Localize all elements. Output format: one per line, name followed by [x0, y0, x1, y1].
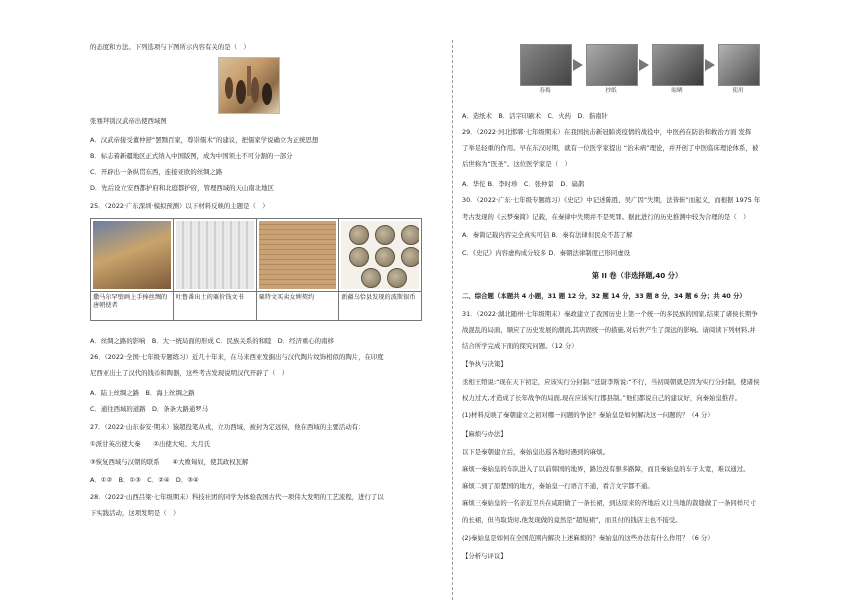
arrow-right-icon: [573, 59, 583, 71]
q27-stem: 27．（2022·山东泰安·期末）猿超投笔从戎，立功西域，被封为定远侯，他在西域的主要活动有：: [90, 423, 365, 431]
process-label-1: 春捣: [539, 88, 551, 94]
coin-icon: [361, 268, 381, 288]
arrow-right-icon: [705, 59, 715, 71]
trouble-line-4: 的长裙，但当取货时,他发现做的竟然是“超短裙”，而且付的钱店主也不接受。: [462, 516, 682, 524]
q29-stem-line-1: 29．（2022·河北邯郸·七年级期末）在我国抗击新冠肺炎疫情的战役中，中医药在防治和救治方面 发挥: [462, 128, 752, 136]
process-step-1-image: [520, 44, 572, 86]
process-step-4-image: [718, 44, 760, 86]
q24-option-b: B．标志着新疆地区正式纳入中国版图，成为中国领土不可分割的一部分: [90, 152, 293, 160]
coin-icon: [401, 225, 419, 245]
q31-stem-line-2: 战混乱的局面，顺应了历史发展的潮流,其巩固统一的措施,对后世产生了深远的影响。请阅读下列材料,并: [462, 326, 756, 334]
process-label-2: 抄纸: [605, 88, 617, 94]
q25-stem: 25．（2022·广东深圳·模拟预测）以下材料反映的主题是（ ）: [90, 202, 269, 210]
q28-stem-line-2: 下实践活动，这项发明是（ ）: [90, 509, 180, 517]
section-title: 第 II 卷（非选择题,40 分）: [591, 271, 683, 280]
figure-caption: 张骞拜别汉武帝出使西域图: [90, 117, 167, 125]
trouble-line-3: 麻烦三秦始皇的一名亲近卫兵在咸阳做了一条长裙，到达原来的齐地后又让当地的裁缝做了一条同样尺寸: [462, 499, 756, 507]
q31-stem-line-3: 结合所学完成下面的探究问题。（12 分）: [462, 342, 578, 350]
q25-cell-4: [339, 219, 422, 292]
papermaking-process-figure: [462, 44, 744, 104]
mural-image: [93, 221, 171, 289]
heading-analysis: 【分析与评议】: [462, 552, 507, 560]
q26-stem-line-2: 尼西亚出土了汉代的钱币和陶器，这些考古发现说明汉代开辟了（ ）: [90, 369, 289, 377]
q30-stem-line-2: 考古发现的《云梦秦简》记载，在秦律中失期并不是死罪。据此进行的历史推测中较为合理的是（ ）: [462, 213, 750, 221]
coin-icon: [387, 268, 407, 288]
trouble-line-1: 麻烦一秦始皇的车队进入了以前韩国的地界，路边没有驱多路障，而且秦始皇的车子太宽，难以通过。: [462, 465, 750, 473]
debate-line-2: 权力过大,才造成了长年战争的局面,现在应该实行郡县制。”他们都说自己的建议好，向秦始皇推荐。: [462, 394, 741, 402]
q28-options: A．造纸术 B．活字印刷术 C．火药 D．指南针: [462, 112, 608, 120]
q27-items-line-1: ①派甘英出使大秦 ②出使大宛、大月氏: [90, 440, 211, 448]
question-1: (1)材料反映了秦朝建立之初对哪一问题的争论？秦始皇是如何解决这一问题的？（4 分）: [462, 411, 714, 419]
coin-icon: [349, 225, 369, 245]
q29-stem-line-2: 了举足轻重的作用。早在东汉时期，就有一位医学家提出 “治未病”理论，并开创了中医临床理论体系，被: [462, 144, 759, 152]
process-label-4: 使用: [732, 88, 744, 94]
part-title: 二、综合题（本题共 4 小题，31 题 12 分，32 题 14 分，33 题 8 分，34 题 6 分；共 40 分）: [462, 292, 746, 300]
q25-options: A．丝绸之路的影响 B．大一统局面的形成 C．民族关系的和睦 D．经济重心的南移: [90, 337, 334, 345]
column-divider: [452, 40, 453, 600]
q25-cell-2: [173, 219, 256, 292]
coin-icon: [375, 225, 395, 245]
contract-manuscript-image: [259, 221, 337, 289]
heading-debate: 【争执与决策】: [462, 360, 507, 368]
q30-options-line-1: A．秦简记载内容完全真实可信 B．秦有法律但民众不甚了解: [462, 231, 633, 239]
arrow-right-icon: [639, 59, 649, 71]
question-2: (2)秦始皇是如何在全国范围内解决上述麻烦的？秦始皇的这些办法有什么作用？（6 分）: [462, 534, 714, 542]
coin-icon: [401, 247, 419, 267]
q24-option-d: D．先后设立安西都护府和北庭都护府，管理西域的天山南北地区: [90, 184, 274, 192]
table-row: [91, 219, 422, 292]
q25-caption-3: 粟特文买卖女婢契约: [256, 292, 339, 321]
q28-stem-line-1: 28．（2022·山西吕梁·七年级期末）科技社团的同学为体验我国古代一项伟大发明的工艺流程，进行了以: [90, 493, 384, 501]
q31-stem-line-1: 31．（2022·湖北随州·七年级期末）秦政建立了我国历史上第一个统一的多民族的国家,结束了诸侯长期争: [462, 310, 758, 318]
q30-options-line-2: C．《史记》内容虚构成分较多 D．秦朝法律制度已形同虚设: [462, 249, 630, 257]
q30-stem-line-1: 30．（2022·广东·七年级专题练习）《史记》中记述陈胜、吴广因“失期，法皆斩”而起义，而根据 1975 年: [462, 196, 761, 204]
q25-table: [90, 218, 422, 321]
q25-caption-4: 新疆乌恰县发现的波斯银币: [339, 292, 422, 321]
document-rubbing-image: [176, 221, 254, 289]
coin-icon: [349, 247, 369, 267]
q29-stem-line-3: 后世称为“医圣”。这位医学家是（ ）: [462, 160, 571, 168]
painting-figures-icon: [219, 58, 279, 113]
trouble-intro: 以下是秦朝建立后，秦始皇出巡各地时遇到的麻烦。: [462, 448, 609, 456]
q29-options: A．华佗 B．李时珍 C．张仲景 D．扁鹊: [462, 180, 585, 188]
process-step-3-image: [652, 44, 704, 86]
q25-caption-2: 吐鲁番出土的粟价钱文书: [173, 292, 256, 321]
zhang-qian-painting: [218, 57, 280, 114]
debate-line-1: 丞相王绾说:“现在天下初定，应该实行分封制.”廷尉李斯说:“不行，当初周朝就是因为实行分封制，使诸侯: [462, 378, 760, 386]
q24-option-c: C．开辟出一条纵贯东西，连接亚欧的丝绸之路: [90, 168, 223, 176]
q26-options-line-1: A．陆上丝绸之路 B．海上丝绸之路: [90, 389, 195, 397]
heading-trouble: 【麻烦与办法】: [462, 430, 507, 438]
q27-items-line-2: ③恢复西域与汉朝的联系 ④大败匈奴，使其政权瓦解: [90, 458, 249, 466]
process-step-2-image: [586, 44, 638, 86]
coin-icon: [375, 247, 395, 267]
q24-option-a: A．汉武帝接受董仲舒“罢黜百家，尊崇儒术”的建议，把儒家学说确立为正统思想: [90, 136, 319, 144]
q25-cell-1: [91, 219, 174, 292]
table-row: [91, 292, 422, 321]
q25-cell-3: [256, 219, 339, 292]
q26-stem-line-1: 26．（2022·全国·七年级专题练习）近几十年来，在马来西亚发掘出与汉代陶片纹饰相似的陶片，在印度: [90, 353, 384, 361]
q24-intro: 的态度和方法。下列选项与下图所示内容有关的是（ ）: [90, 43, 250, 51]
silver-coins-image: [341, 221, 419, 289]
q27-options: A．①② B．①③ C．②④ D．③④: [90, 476, 199, 484]
q25-caption-1: 撒马尔罕壁画上手捧丝绸的唐朝使者: [91, 292, 174, 321]
process-label-3: 晾晒: [671, 88, 683, 94]
trouble-line-2: 麻烦二到了原楚国的地方，秦始皇一行语言不通，看言文字都不通。: [462, 482, 654, 490]
q26-options-line-2: C．通往西域的道路 D．条条大路通罗马: [90, 405, 209, 413]
